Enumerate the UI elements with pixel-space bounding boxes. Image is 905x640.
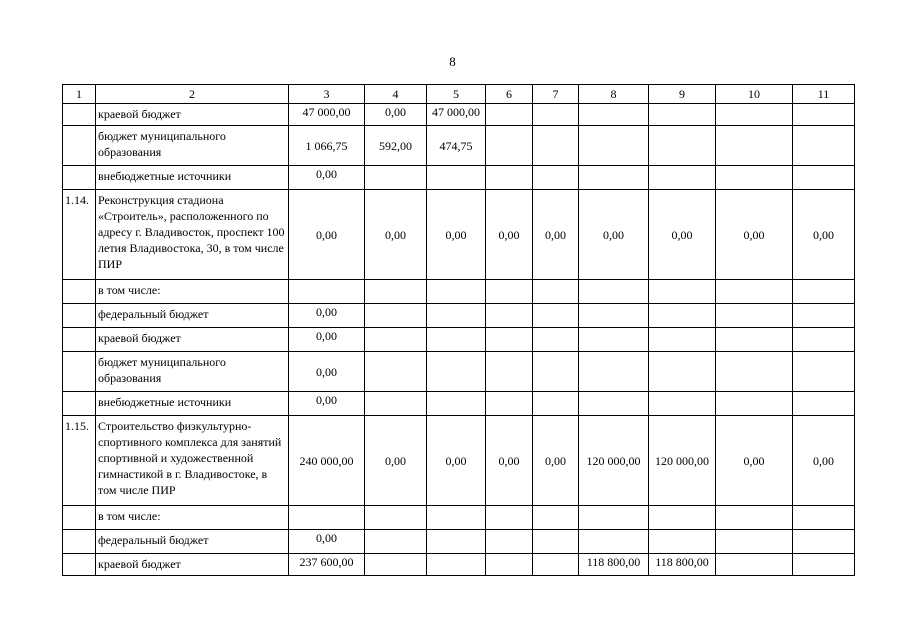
value-cell-col-9 <box>649 304 716 328</box>
value-cell-col-4 <box>365 352 427 392</box>
column-header-6: 6 <box>486 85 533 104</box>
row-label-cell: федеральный бюджет <box>96 304 289 328</box>
value-cell-col-7 <box>533 506 579 530</box>
row-label-cell: в том числе: <box>96 280 289 304</box>
row-label-cell: краевой бюджет <box>96 104 289 126</box>
table-row <box>63 190 855 280</box>
value-cell-col-5 <box>427 392 486 416</box>
value-cell-col-5 <box>427 352 486 392</box>
table-row <box>63 506 855 530</box>
value-cell-col-9 <box>649 104 716 126</box>
value-cell-col-11: 0,00 <box>793 416 855 506</box>
value-cell-col-5 <box>427 530 486 554</box>
row-number-cell <box>63 392 96 416</box>
value-cell-col-5 <box>427 554 486 576</box>
value-cell-col-10 <box>716 280 793 304</box>
value-cell-col-3: 240 000,00 <box>289 416 365 506</box>
table-row <box>63 280 855 304</box>
value-cell-col-9 <box>649 506 716 530</box>
value-cell-col-10: 0,00 <box>716 190 793 280</box>
table-row <box>63 530 855 554</box>
value-cell-col-9: 0,00 <box>649 190 716 280</box>
value-cell-col-8 <box>579 304 649 328</box>
value-cell-col-7 <box>533 530 579 554</box>
value-cell-col-3: 237 600,00 <box>289 554 365 576</box>
row-number-cell <box>63 554 96 576</box>
value-cell-col-6: 0,00 <box>486 416 533 506</box>
value-cell-col-9: 118 800,00 <box>649 554 716 576</box>
value-cell-col-10 <box>716 392 793 416</box>
value-cell-col-10 <box>716 104 793 126</box>
row-label-cell: Реконструкция стадиона «Строитель», расположенного по адресу г. Владивосток, проспект 100 летия Владивостока, 30, в том числе ПИР <box>96 190 289 280</box>
value-cell-col-9 <box>649 352 716 392</box>
value-cell-col-11 <box>793 280 855 304</box>
table-row <box>63 352 855 392</box>
value-cell-col-6 <box>486 166 533 190</box>
value-cell-col-5: 0,00 <box>427 416 486 506</box>
column-header-2: 2 <box>96 85 289 104</box>
value-cell-col-8 <box>579 506 649 530</box>
value-cell-col-8: 120 000,00 <box>579 416 649 506</box>
row-number-cell: 1.14. <box>63 190 96 280</box>
row-number-cell <box>63 352 96 392</box>
value-cell-col-8 <box>579 352 649 392</box>
value-cell-col-10 <box>716 506 793 530</box>
value-cell-col-3: 0,00 <box>289 304 365 328</box>
value-cell-col-7 <box>533 126 579 166</box>
value-cell-col-7 <box>533 280 579 304</box>
value-cell-col-11 <box>793 104 855 126</box>
value-cell-col-11: 0,00 <box>793 190 855 280</box>
table-row <box>63 328 855 352</box>
value-cell-col-7 <box>533 328 579 352</box>
value-cell-col-9 <box>649 328 716 352</box>
value-cell-col-3: 0,00 <box>289 530 365 554</box>
column-header-3: 3 <box>289 85 365 104</box>
value-cell-col-10 <box>716 328 793 352</box>
value-cell-col-4: 0,00 <box>365 416 427 506</box>
row-label-cell: федеральный бюджет <box>96 530 289 554</box>
row-label-cell: в том числе: <box>96 506 289 530</box>
column-header-1: 1 <box>63 85 96 104</box>
value-cell-col-5 <box>427 304 486 328</box>
value-cell-col-8 <box>579 530 649 554</box>
value-cell-col-6 <box>486 506 533 530</box>
value-cell-col-7: 0,00 <box>533 190 579 280</box>
column-header-11: 11 <box>793 85 855 104</box>
row-number-cell <box>63 304 96 328</box>
table-row <box>63 554 855 576</box>
value-cell-col-3 <box>289 280 365 304</box>
value-cell-col-4 <box>365 280 427 304</box>
value-cell-col-5 <box>427 328 486 352</box>
value-cell-col-7 <box>533 392 579 416</box>
row-label-cell: бюджет муниципального образования <box>96 126 289 166</box>
table-body <box>63 85 855 576</box>
budget-table <box>62 84 855 576</box>
value-cell-col-7 <box>533 104 579 126</box>
row-number-cell <box>63 104 96 126</box>
value-cell-col-5 <box>427 280 486 304</box>
table-row <box>63 304 855 328</box>
row-label-cell: внебюджетные источники <box>96 166 289 190</box>
value-cell-col-11 <box>793 352 855 392</box>
value-cell-col-4 <box>365 166 427 190</box>
value-cell-col-6 <box>486 304 533 328</box>
row-number-cell <box>63 506 96 530</box>
value-cell-col-10: 0,00 <box>716 416 793 506</box>
value-cell-col-11 <box>793 392 855 416</box>
value-cell-col-6 <box>486 126 533 166</box>
row-label-cell: краевой бюджет <box>96 328 289 352</box>
value-cell-col-6 <box>486 554 533 576</box>
value-cell-col-10 <box>716 554 793 576</box>
value-cell-col-10 <box>716 126 793 166</box>
value-cell-col-11 <box>793 506 855 530</box>
value-cell-col-4: 592,00 <box>365 126 427 166</box>
row-number-cell <box>63 280 96 304</box>
value-cell-col-4 <box>365 530 427 554</box>
value-cell-col-5: 47 000,00 <box>427 104 486 126</box>
value-cell-col-5: 0,00 <box>427 190 486 280</box>
value-cell-col-6 <box>486 392 533 416</box>
value-cell-col-11 <box>793 304 855 328</box>
table-row <box>63 126 855 166</box>
row-number-cell <box>63 530 96 554</box>
value-cell-col-3: 47 000,00 <box>289 104 365 126</box>
value-cell-col-10 <box>716 304 793 328</box>
value-cell-col-11 <box>793 554 855 576</box>
table-row <box>63 104 855 126</box>
value-cell-col-4 <box>365 304 427 328</box>
value-cell-col-8 <box>579 328 649 352</box>
value-cell-col-8 <box>579 392 649 416</box>
value-cell-col-6 <box>486 104 533 126</box>
value-cell-col-7 <box>533 352 579 392</box>
value-cell-col-9 <box>649 530 716 554</box>
row-label-cell: внебюджетные источники <box>96 392 289 416</box>
value-cell-col-5 <box>427 506 486 530</box>
value-cell-col-8: 0,00 <box>579 190 649 280</box>
value-cell-col-10 <box>716 530 793 554</box>
value-cell-col-4: 0,00 <box>365 104 427 126</box>
value-cell-col-8 <box>579 280 649 304</box>
row-number-cell <box>63 328 96 352</box>
value-cell-col-6 <box>486 280 533 304</box>
value-cell-col-3 <box>289 506 365 530</box>
value-cell-col-3: 0,00 <box>289 166 365 190</box>
column-header-8: 8 <box>579 85 649 104</box>
value-cell-col-6 <box>486 530 533 554</box>
value-cell-col-7 <box>533 166 579 190</box>
value-cell-col-10 <box>716 166 793 190</box>
table-row <box>63 166 855 190</box>
value-cell-col-5 <box>427 166 486 190</box>
header-row <box>63 85 855 104</box>
value-cell-col-11 <box>793 166 855 190</box>
value-cell-col-8: 118 800,00 <box>579 554 649 576</box>
value-cell-col-8 <box>579 126 649 166</box>
value-cell-col-9 <box>649 280 716 304</box>
value-cell-col-11 <box>793 328 855 352</box>
value-cell-col-7 <box>533 554 579 576</box>
value-cell-col-5: 474,75 <box>427 126 486 166</box>
value-cell-col-4 <box>365 554 427 576</box>
value-cell-col-10 <box>716 352 793 392</box>
value-cell-col-4 <box>365 392 427 416</box>
value-cell-col-11 <box>793 530 855 554</box>
page-number: 8 <box>449 54 456 69</box>
value-cell-col-8 <box>579 166 649 190</box>
row-number-cell <box>63 166 96 190</box>
value-cell-col-8 <box>579 104 649 126</box>
column-header-4: 4 <box>365 85 427 104</box>
column-header-10: 10 <box>716 85 793 104</box>
value-cell-col-7 <box>533 304 579 328</box>
value-cell-col-4: 0,00 <box>365 190 427 280</box>
value-cell-col-11 <box>793 126 855 166</box>
value-cell-col-9 <box>649 392 716 416</box>
value-cell-col-3: 0,00 <box>289 352 365 392</box>
row-label-cell: бюджет муниципального образования <box>96 352 289 392</box>
value-cell-col-3: 0,00 <box>289 328 365 352</box>
value-cell-col-9 <box>649 126 716 166</box>
table-row <box>63 416 855 506</box>
value-cell-col-9 <box>649 166 716 190</box>
value-cell-col-3: 1 066,75 <box>289 126 365 166</box>
row-number-cell: 1.15. <box>63 416 96 506</box>
value-cell-col-4 <box>365 328 427 352</box>
table-row <box>63 392 855 416</box>
column-header-9: 9 <box>649 85 716 104</box>
row-label-cell: краевой бюджет <box>96 554 289 576</box>
value-cell-col-6 <box>486 328 533 352</box>
row-number-cell <box>63 126 96 166</box>
value-cell-col-6 <box>486 352 533 392</box>
value-cell-col-4 <box>365 506 427 530</box>
column-header-7: 7 <box>533 85 579 104</box>
value-cell-col-3: 0,00 <box>289 190 365 280</box>
row-label-cell: Строительство физкультурно-спортивного комплекса для занятий спортивной и художественной гимнастикой в г. Владивостоке, в том числе ПИР <box>96 416 289 506</box>
column-header-5: 5 <box>427 85 486 104</box>
value-cell-col-3: 0,00 <box>289 392 365 416</box>
value-cell-col-7: 0,00 <box>533 416 579 506</box>
value-cell-col-9: 120 000,00 <box>649 416 716 506</box>
value-cell-col-6: 0,00 <box>486 190 533 280</box>
